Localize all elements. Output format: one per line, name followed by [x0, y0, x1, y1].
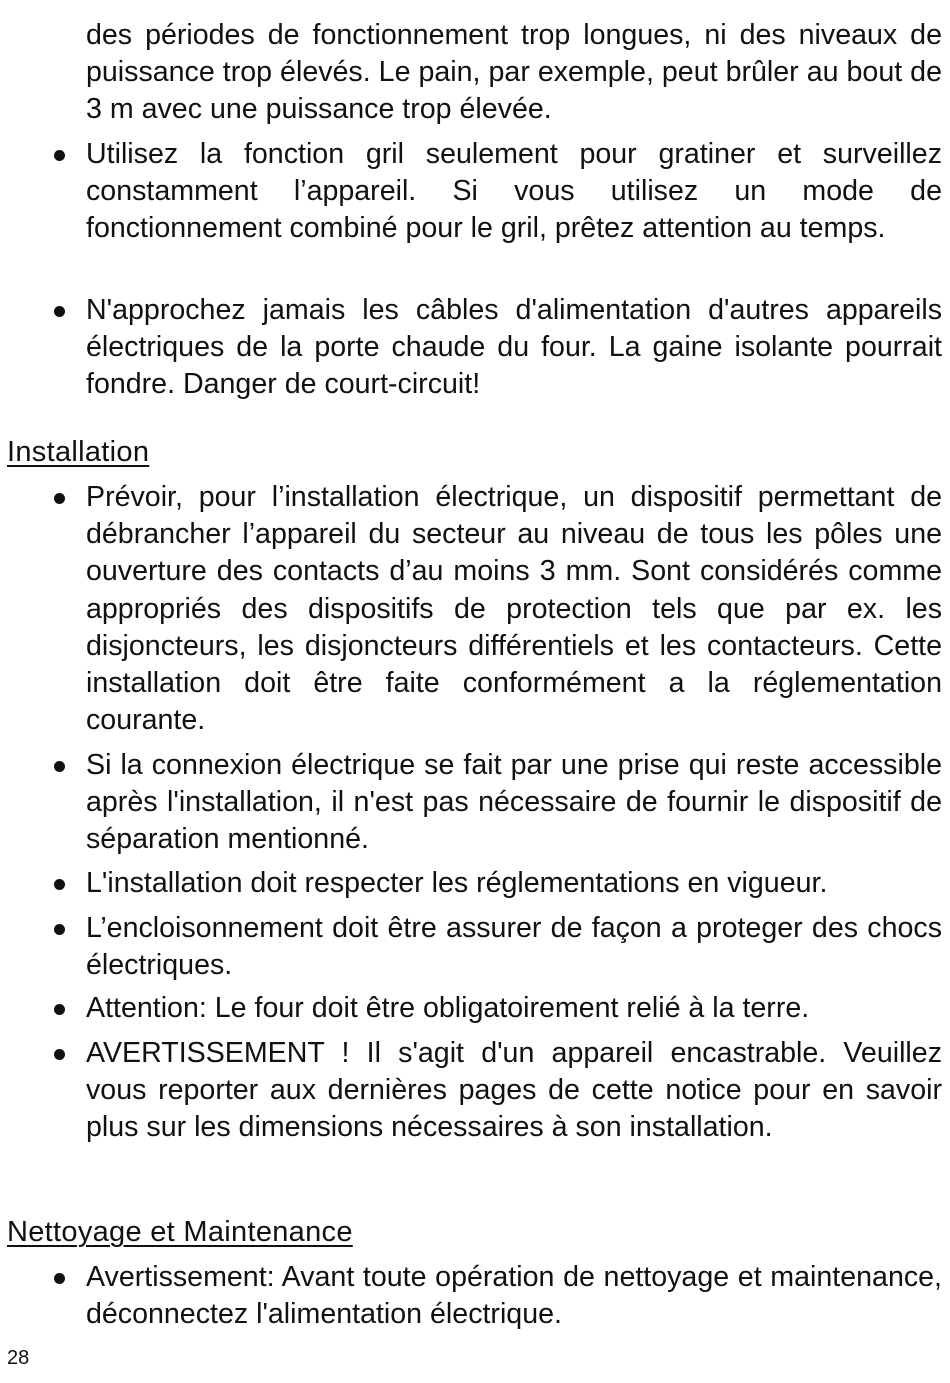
- bullet-icon: [54, 306, 65, 317]
- maintenance-bullet-item: [86, 1259, 942, 1333]
- bullet-icon: [54, 1004, 65, 1015]
- installation-bullet-text: L’encloisonnement doit être assurer de façon a proteger des chocs électriques.: [86, 912, 942, 982]
- installation-heading: Installation: [7, 436, 150, 468]
- intro-bullet-item: [86, 292, 942, 404]
- intro-bullet-text: Utilisez la fonction gril seulement pour gratiner et surveillez constamment l’appareil. Si vous utilisez un mode de fonctionnement combiné pour le gril, prêtez attention au temps.: [86, 138, 942, 245]
- bullet-icon: [54, 1049, 65, 1060]
- installation-bullet-item: [86, 910, 942, 984]
- bullet-icon: [54, 761, 65, 772]
- installation-bullet-text: Attention: Le four doit être obligatoirement relié à la terre.: [86, 992, 810, 1024]
- installation-bullet-item: [86, 1035, 942, 1147]
- installation-bullet-item: [86, 990, 942, 1027]
- installation-bullet-text: Si la connexion électrique se fait par une prise qui reste accessible après l'installation, il n'est pas nécessaire de fournir le dispositif de séparation mentionné.: [86, 749, 942, 856]
- page-number: 28: [7, 1347, 30, 1369]
- intro-continuation-paragraph: des périodes de fonctionnement trop longues, ni des niveaux de puissance trop élevés. Le pain, par exemple, peut brûler au bout de 3 m avec une puissance trop élevée.: [86, 19, 942, 126]
- installation-bullet-text: Prévoir, pour l’installation électrique, un dispositif permettant de débrancher l’appareil du secteur au niveau de tous les pôles une ouverture des contacts d’au moins 3 mm. Sont considérés comme appropriés des dispositifs de protection tels que par ex. les disjoncteurs, les disjoncteurs différentiels et les contacteurs. Cette installation doit être faite conformément a la réglementation courante.: [86, 481, 942, 737]
- installation-bullet-item: [86, 865, 942, 902]
- maintenance-bullet-text: Avertissement: Avant toute opération de nettoyage et maintenance, déconnectez l'alimentation électrique.: [86, 1261, 942, 1331]
- bullet-icon: [54, 150, 65, 161]
- bullet-icon: [54, 493, 65, 504]
- bullet-icon: [54, 924, 65, 935]
- intro-bullet-item: [86, 136, 942, 248]
- bullet-icon: [54, 1273, 65, 1284]
- intro-bullet-text: N'approchez jamais les câbles d'alimentation d'autres appareils électriques de la porte chaude du four. La gaine isolante pourrait fondre. Danger de court-circuit!: [86, 294, 942, 401]
- bullet-icon: [54, 879, 65, 890]
- installation-bullet-text: L'installation doit respecter les réglementations en vigueur.: [86, 867, 828, 899]
- installation-bullet-item: [86, 479, 942, 739]
- installation-bullet-item: [86, 747, 942, 859]
- installation-bullet-text: AVERTISSEMENT ! Il s'agit d'un appareil encastrable. Veuillez vous reporter aux dernières pages de cette notice pour en savoir plus sur les dimensions nécessaires à son installation.: [86, 1037, 942, 1144]
- maintenance-heading: Nettoyage et Maintenance: [7, 1216, 353, 1248]
